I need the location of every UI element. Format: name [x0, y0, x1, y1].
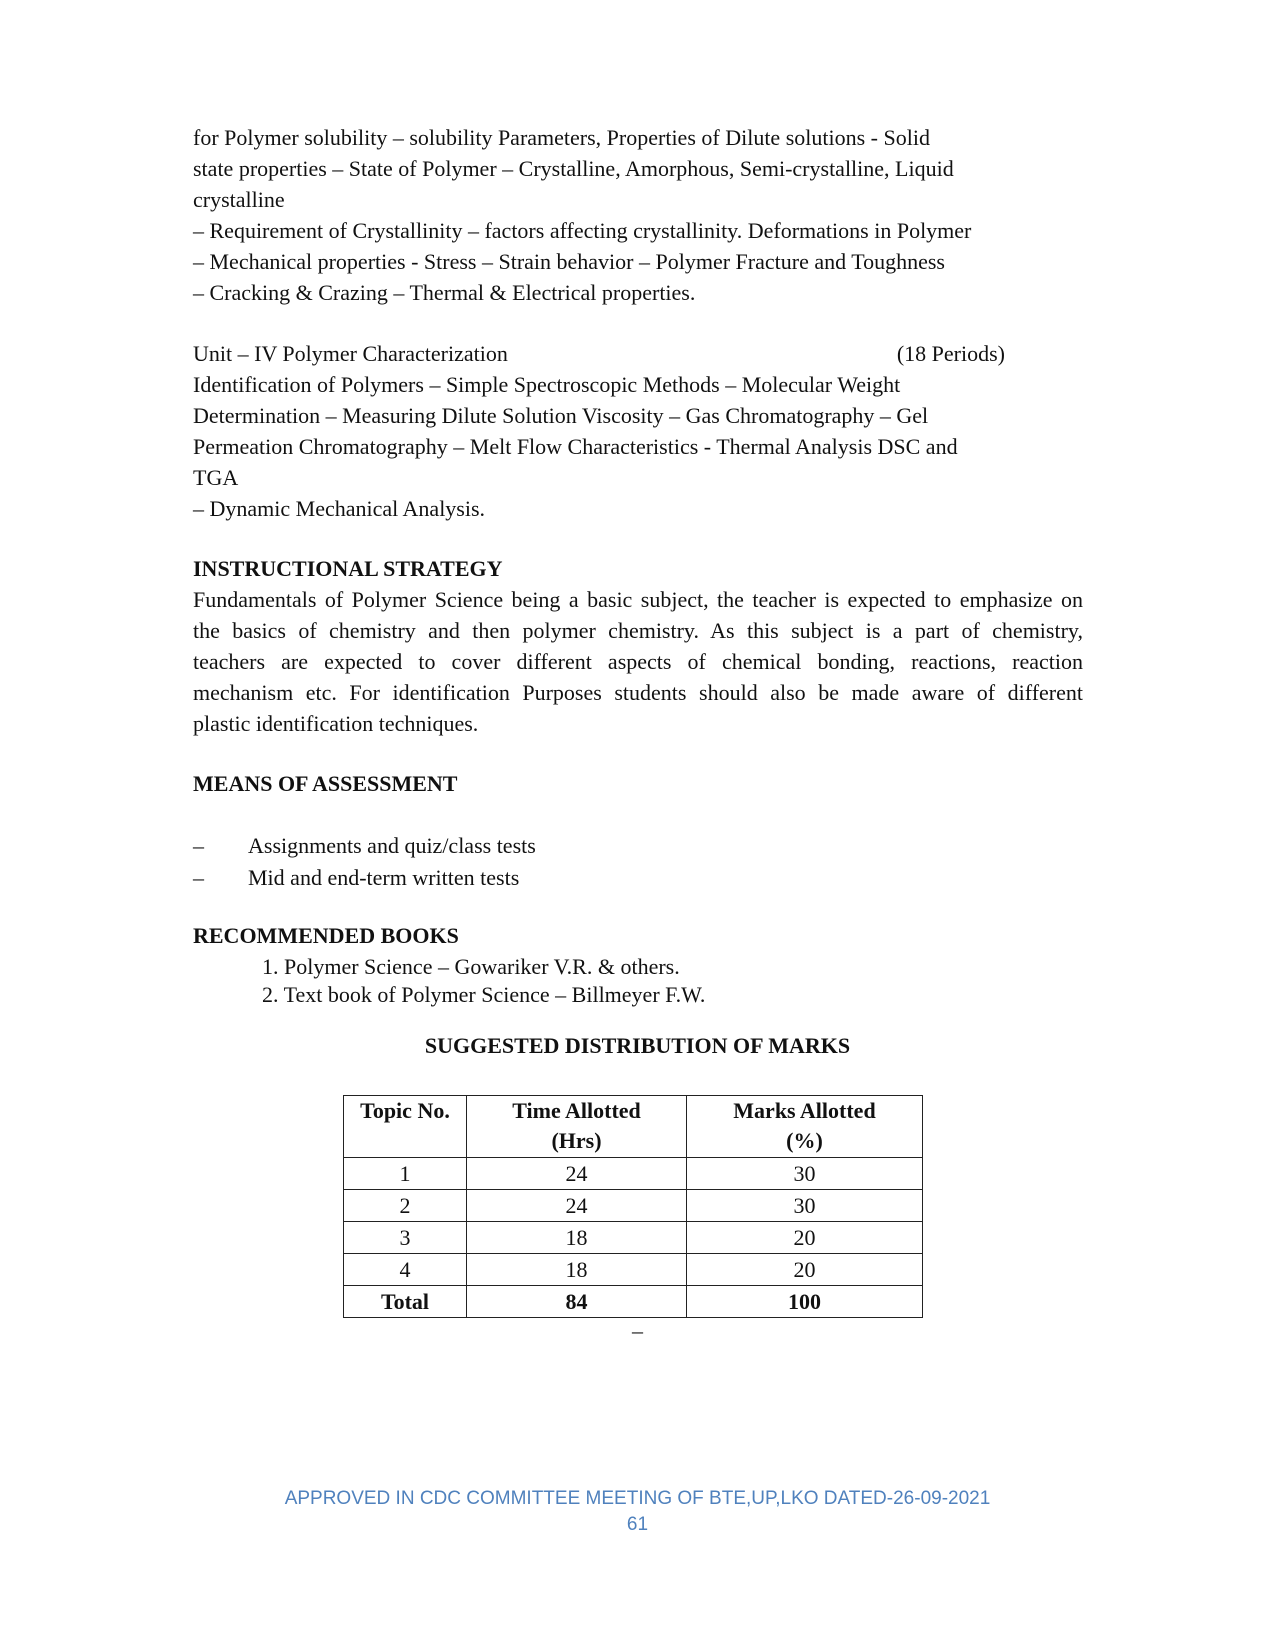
table-cell: 18 [467, 1222, 687, 1254]
table-cell: 18 [467, 1254, 687, 1286]
page-footer [0, 1486, 1275, 1538]
distribution-title: SUGGESTED DISTRIBUTION OF MARKS [424, 1033, 851, 1058]
text-line: – Mechanical properties - Stress – Strain behavior – Polymer Fracture and Toughness [193, 249, 945, 274]
approval-note: APPROVED IN CDC COMMITTEE MEETING OF BTE,UP,LKO DATED-26-09-2021 [284, 1488, 991, 1509]
table-cell: Total [344, 1286, 467, 1318]
book-item: 1. Polymer Science – Gowariker V.R. & others. [262, 954, 680, 979]
list-item-text: Mid and end-term written tests [248, 865, 520, 890]
table-cell: 2 [344, 1190, 467, 1222]
text-line: mechanism etc. For identification Purposes students should also be made aware of different [193, 680, 1083, 705]
table-row [344, 1254, 923, 1286]
table-cell: 24 [467, 1158, 687, 1190]
table-cell: 24 [467, 1190, 687, 1222]
book-item: 2. Text book of Polymer Science – Billmeyer F.W. [262, 982, 706, 1007]
text-line: – Cracking & Crazing – Thermal & Electrical properties. [193, 280, 696, 305]
header-line: (%) [786, 1128, 823, 1153]
list-item-text: Assignments and quiz/class tests [248, 833, 536, 858]
unit4-section [193, 338, 1083, 524]
table-total-row [344, 1286, 923, 1318]
table-header-row [344, 1096, 923, 1158]
separator-dash: – [632, 1318, 643, 1343]
text-line: plastic identification techniques. [193, 711, 479, 736]
text-line: Determination – Measuring Dilute Solution Viscosity – Gas Chromatography – Gel [193, 403, 929, 428]
table-header-cell [467, 1096, 687, 1158]
unit4-periods: (18 Periods) [896, 341, 1005, 366]
table-cell: 20 [687, 1222, 923, 1254]
text-line: TGA [193, 465, 239, 490]
unit4-title-row [193, 338, 1083, 369]
marks-distribution-table [343, 1095, 923, 1318]
text-line: Permeation Chromatography – Melt Flow Characteristics - Thermal Analysis DSC and [193, 434, 958, 459]
header-line: Topic No. [360, 1098, 450, 1123]
section-heading: RECOMMENDED BOOKS [193, 923, 459, 948]
table-header-cell [687, 1096, 923, 1158]
instructional-strategy-section [193, 553, 1083, 739]
table-cell: 20 [687, 1254, 923, 1286]
text-line: Fundamentals of Polymer Science being a basic subject, the teacher is expected to emphasize on [193, 587, 1083, 612]
text-line: crystalline [193, 187, 285, 212]
header-line: Marks Allotted [733, 1098, 876, 1123]
section-heading: INSTRUCTIONAL STRATEGY [193, 556, 503, 581]
books-list [262, 953, 705, 1009]
table-cell: 4 [344, 1254, 467, 1286]
list-item [193, 862, 1083, 894]
assessment-list [193, 830, 1083, 894]
header-line: Time Allotted [512, 1098, 641, 1123]
dash-bullet: – [193, 833, 204, 858]
table-cell: 1 [344, 1158, 467, 1190]
table-cell: 30 [687, 1190, 923, 1222]
table-cell: 30 [687, 1158, 923, 1190]
unit4-title: Unit – IV Polymer Characterization [193, 341, 508, 366]
table-cell: 3 [344, 1222, 467, 1254]
text-line: for Polymer solubility – solubility Parameters, Properties of Dilute solutions - Solid [193, 125, 930, 150]
table-row [344, 1222, 923, 1254]
unit3-continuation [193, 122, 1083, 308]
text-line: – Requirement of Crystallinity – factors affecting crystallinity. Deformations in Polymer [193, 218, 972, 243]
text-line: the basics of chemistry and then polymer chemistry. As this subject is a part of chemistry, [193, 618, 1083, 643]
table-row [344, 1158, 923, 1190]
table-cell: 84 [467, 1286, 687, 1318]
dash-bullet: – [193, 865, 204, 890]
page-number: 61 [626, 1514, 649, 1535]
list-item [193, 830, 1083, 862]
text-line: state properties – State of Polymer – Crystalline, Amorphous, Semi-crystalline, Liquid [193, 156, 954, 181]
section-heading: MEANS OF ASSESSMENT [193, 771, 458, 796]
table-header-cell [344, 1096, 467, 1158]
table-row [344, 1190, 923, 1222]
text-line: Identification of Polymers – Simple Spectroscopic Methods – Molecular Weight [193, 372, 901, 397]
header-line: (Hrs) [551, 1128, 602, 1153]
text-line: teachers are expected to cover different aspects of chemical bonding, reactions, reaction [193, 649, 1083, 674]
table-cell: 100 [687, 1286, 923, 1318]
text-line: – Dynamic Mechanical Analysis. [193, 496, 486, 521]
